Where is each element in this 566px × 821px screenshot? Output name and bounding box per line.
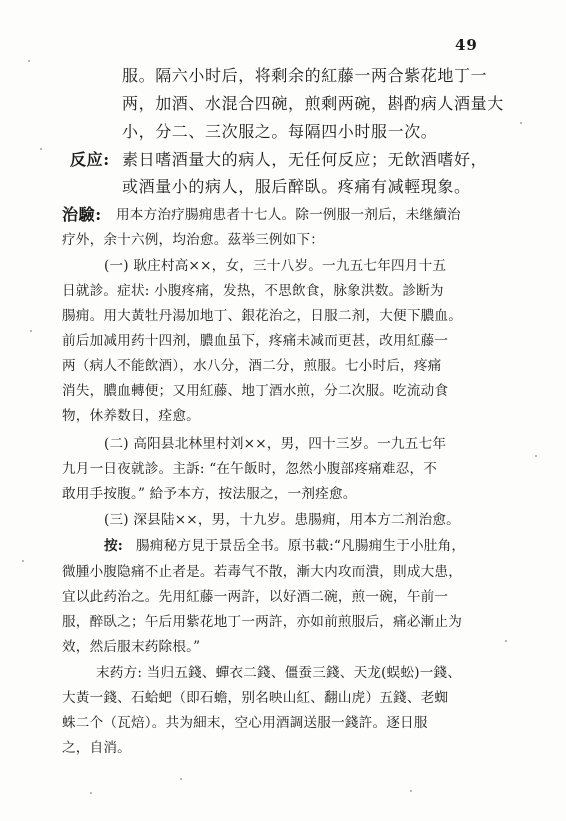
- powder-line-2: 大黃一錢、石蛤蚆（即石蟾，别名映山紅、翻山虎）五錢、老蜘: [62, 690, 449, 706]
- case1-line-2: 日就診。症状: 小腹疼痛，发热，不思飲食，脉象洪数。診断为: [62, 283, 444, 299]
- case2-line-3: 敢用手按腹。” 給予本方，按法服之，一剂痊愈。: [62, 486, 357, 502]
- intro-line-3: 小，分二、三次服之。每隔四小时服一次。: [122, 122, 438, 141]
- reaction-label: 反应:: [70, 150, 110, 169]
- efficacy-line-2: 疗外，余十六例，均治愈。茲举三例如下：: [62, 232, 325, 248]
- powder-line-3: 蛛二个（瓦焙）。共为細末，空心用酒調送服一錢許。逐日服: [62, 715, 428, 731]
- case1-line-5: 两（病人不能飲酒），水八分，酒二分，煎服。七小时后，疼痛: [62, 358, 442, 374]
- efficacy-line-1: 用本方治疗腸痈患者十七人。除一例服一剂后，未继續治: [116, 207, 461, 223]
- case1-line-6: 消失，膿血轉便；又用紅藤、地丁酒水煎，分二次服。吃流动食: [62, 383, 449, 399]
- scan-speck: [520, 122, 522, 124]
- intro-line-1: 服。隔六小时后，将剩余的紅藤一两合紫花地丁一: [122, 66, 488, 85]
- page-number: 49: [455, 36, 478, 54]
- note-line-1: 腸痈秘方見于景岳全书。原书載:“凡腸痈生于小肚角，: [136, 538, 466, 554]
- scan-speck: [30, 330, 32, 332]
- scan-speck: [535, 455, 537, 457]
- note-label: 按:: [104, 538, 124, 554]
- case1-line-7: 物，休养数日，痊愈。: [62, 408, 200, 424]
- reaction-line-1: 素日嗜酒量大的病人，无任何反应；无飲酒嗜好，: [122, 150, 488, 169]
- efficacy-label: 治驗:: [62, 205, 102, 224]
- case2-line-2: 九月一日夜就診。主訴: “在午飯时，忽然小腹部疼痛难忍，不: [62, 461, 438, 477]
- note-line-5: 效，然后服末药除根。”: [62, 639, 201, 655]
- scan-speck: [28, 60, 30, 62]
- powder-line-1: 末药方: 当归五錢、蟬衣二錢、僵蚕三錢、天龙(蜈蚣)一錢、: [96, 665, 462, 681]
- scan-speck: [505, 640, 507, 642]
- case1-line-3: 腸痈。用大黃牡丹湯加地丁、銀花治之，日服二剂，大便下膿血。: [62, 308, 463, 324]
- note-line-4: 服，醉臥之；午后用紫花地丁一两許，亦如前煎服后，痛必漸止为: [62, 614, 463, 630]
- reaction-line-2: 或酒量小的病人，服后醉臥。疼痛有减輕現象。: [122, 177, 471, 196]
- case3-line-1: (三) 深县陆××，男，十九岁。患腸痈，用本方二剂治愈。: [104, 512, 460, 528]
- case2-line-1: (二) 高阳县北林里村刘××，男，四十三岁。一九五七年: [104, 436, 447, 452]
- scan-speck: [40, 148, 42, 150]
- case1-line-4: 前后加减用药十四剂，膿血虽下，疼痛未减而更甚，改用紅藤一: [62, 333, 449, 349]
- powder-line-4: 之，自消。: [62, 740, 131, 756]
- scan-speck: [22, 560, 24, 562]
- note-line-2: 微腫小腹隐痛不止者是。若毒气不散，漸大内攻而潰，則成大患，: [62, 564, 463, 580]
- case1-line-1: (一) 耿庄村高××，女，三十八岁。一九五七年四月十五: [104, 258, 447, 274]
- scan-speck: [90, 792, 92, 794]
- scan-speck: [410, 790, 412, 792]
- intro-line-2: 两，加酒、水混合四碗，煎剩两碗，斟酌病人酒量大: [122, 94, 504, 113]
- scan-speck: [180, 778, 182, 780]
- note-line-3: 宜以此药治之。先用紅藤一两許，以好酒二碗，煎一碗，午前一: [62, 589, 449, 605]
